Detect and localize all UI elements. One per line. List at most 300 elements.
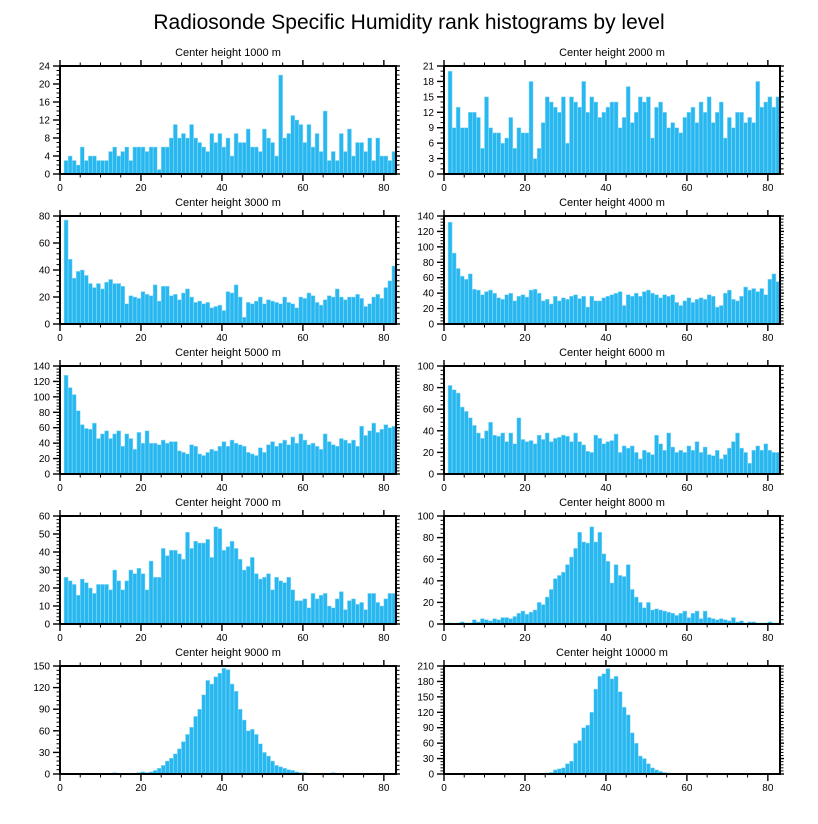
bar bbox=[287, 577, 291, 624]
bar bbox=[655, 609, 659, 624]
x-tick-label: 0 bbox=[57, 783, 63, 794]
y-tick-label: 120 bbox=[417, 226, 434, 238]
y-tick-label: 140 bbox=[33, 361, 50, 373]
bar bbox=[489, 422, 493, 474]
bar bbox=[222, 442, 226, 474]
bar bbox=[675, 452, 679, 474]
bar bbox=[646, 290, 650, 324]
bar bbox=[88, 156, 92, 174]
bar bbox=[198, 543, 202, 624]
bars-group bbox=[64, 527, 396, 624]
bar bbox=[529, 612, 533, 624]
bar bbox=[129, 439, 133, 474]
bar bbox=[683, 611, 687, 624]
bar bbox=[181, 559, 185, 624]
bar bbox=[513, 301, 517, 324]
x-tick-label: 0 bbox=[57, 183, 63, 194]
bar bbox=[238, 709, 242, 774]
bar bbox=[667, 296, 671, 324]
bar bbox=[740, 112, 744, 174]
bar bbox=[549, 589, 553, 624]
bar bbox=[137, 147, 141, 174]
bar bbox=[760, 107, 764, 174]
bar bbox=[671, 295, 675, 324]
bar bbox=[529, 441, 533, 474]
bar bbox=[663, 611, 667, 624]
bar bbox=[723, 455, 727, 474]
bar bbox=[218, 673, 222, 774]
bar bbox=[84, 161, 88, 175]
bar bbox=[549, 304, 553, 324]
bar bbox=[618, 292, 622, 324]
bar bbox=[602, 674, 606, 774]
bar bbox=[610, 295, 614, 324]
bar bbox=[622, 446, 626, 474]
bar bbox=[210, 134, 214, 175]
bar bbox=[210, 449, 214, 474]
bar bbox=[545, 597, 549, 624]
bar bbox=[634, 293, 638, 324]
bar bbox=[149, 147, 153, 174]
bar bbox=[141, 574, 145, 624]
bar bbox=[117, 581, 121, 624]
bar bbox=[242, 720, 246, 774]
bar bbox=[582, 542, 586, 624]
bars-group bbox=[109, 668, 344, 774]
bar bbox=[165, 556, 169, 624]
y-tick-label: 18 bbox=[422, 76, 434, 88]
bar bbox=[569, 296, 573, 324]
bar bbox=[626, 565, 630, 624]
bar bbox=[194, 716, 198, 774]
bar bbox=[646, 602, 650, 624]
bar bbox=[578, 741, 582, 774]
x-tick-label: 20 bbox=[135, 183, 147, 194]
bar bbox=[303, 440, 307, 474]
bar bbox=[679, 305, 683, 324]
bar bbox=[351, 599, 355, 624]
bar bbox=[578, 107, 582, 174]
bar bbox=[388, 161, 392, 175]
bar bbox=[109, 590, 113, 624]
histogram-chart bbox=[16, 60, 400, 194]
bar bbox=[275, 765, 279, 774]
bar bbox=[121, 286, 125, 324]
bar bbox=[638, 97, 642, 174]
x-tick-label: 40 bbox=[216, 333, 228, 344]
x-tick-label: 20 bbox=[519, 183, 531, 194]
bar bbox=[622, 305, 626, 324]
panels-grid bbox=[0, 46, 818, 796]
x-tick-label: 40 bbox=[600, 783, 612, 794]
y-tick-label: 50 bbox=[38, 529, 50, 541]
bar bbox=[141, 147, 145, 174]
bar bbox=[72, 161, 76, 175]
bar bbox=[388, 281, 392, 324]
bar bbox=[161, 765, 165, 774]
bar bbox=[626, 87, 630, 174]
bar bbox=[557, 301, 561, 324]
y-tick-label: 100 bbox=[33, 392, 50, 404]
histogram-panel-8 bbox=[400, 496, 784, 646]
bar bbox=[347, 443, 351, 474]
bar bbox=[748, 290, 752, 324]
bar bbox=[181, 293, 185, 324]
bar bbox=[594, 542, 598, 624]
bar bbox=[655, 435, 659, 474]
bars-group bbox=[448, 71, 780, 174]
bar bbox=[480, 148, 484, 174]
bar bbox=[719, 102, 723, 174]
bar bbox=[109, 152, 113, 175]
bar bbox=[614, 293, 618, 324]
bar bbox=[234, 691, 238, 774]
bar bbox=[105, 584, 109, 624]
bar bbox=[553, 438, 557, 474]
y-tick-label: 20 bbox=[422, 597, 434, 609]
x-tick-label: 0 bbox=[441, 333, 447, 344]
bar bbox=[266, 574, 270, 624]
bar bbox=[327, 296, 331, 324]
bar bbox=[448, 222, 452, 324]
bar bbox=[202, 455, 206, 474]
bar bbox=[129, 296, 133, 324]
bar bbox=[335, 446, 339, 474]
bar bbox=[319, 595, 323, 624]
y-tick-label: 60 bbox=[38, 511, 50, 523]
bar bbox=[214, 451, 218, 474]
x-tick-label: 60 bbox=[297, 483, 309, 494]
bar bbox=[715, 112, 719, 174]
bar bbox=[222, 550, 226, 624]
bar bbox=[468, 112, 472, 174]
bar bbox=[364, 306, 368, 324]
bar bbox=[671, 123, 675, 174]
bar bbox=[626, 295, 630, 324]
bar bbox=[250, 454, 254, 474]
bar bbox=[226, 547, 230, 624]
bar bbox=[64, 161, 68, 175]
bar bbox=[384, 288, 388, 324]
bar bbox=[68, 581, 72, 624]
x-tick-label: 0 bbox=[57, 633, 63, 644]
x-tick-label: 80 bbox=[378, 333, 390, 344]
bar bbox=[517, 128, 521, 174]
bar bbox=[258, 448, 262, 474]
y-tick-label: 16 bbox=[38, 97, 50, 109]
bar bbox=[356, 446, 360, 474]
bar bbox=[266, 445, 270, 474]
bar bbox=[687, 112, 691, 174]
bar bbox=[691, 107, 695, 174]
bar bbox=[275, 156, 279, 174]
y-tick-label: 3 bbox=[428, 154, 434, 166]
y-tick-label: 12 bbox=[422, 107, 434, 119]
x-tick-label: 20 bbox=[519, 633, 531, 644]
bar bbox=[145, 431, 149, 474]
bar bbox=[153, 577, 157, 624]
bar bbox=[279, 443, 283, 474]
bar bbox=[594, 689, 598, 774]
bar bbox=[230, 440, 234, 474]
bar bbox=[88, 588, 92, 624]
bar bbox=[351, 297, 355, 324]
bar bbox=[687, 298, 691, 324]
bar bbox=[299, 297, 303, 324]
bar bbox=[679, 133, 683, 174]
bar bbox=[100, 289, 104, 324]
bar bbox=[169, 550, 173, 624]
bar bbox=[537, 602, 541, 624]
bar bbox=[335, 289, 339, 324]
y-tick-label: 40 bbox=[422, 288, 434, 300]
y-tick-label: 150 bbox=[417, 692, 434, 704]
bar bbox=[537, 435, 541, 474]
bar bbox=[202, 304, 206, 324]
bar bbox=[185, 138, 189, 174]
bar bbox=[88, 284, 92, 325]
bar bbox=[141, 443, 145, 474]
bar bbox=[343, 152, 347, 175]
bar bbox=[64, 220, 68, 324]
bar bbox=[517, 418, 521, 474]
panel-title: Center height 10000 m bbox=[556, 647, 668, 659]
bar bbox=[727, 290, 731, 324]
bar bbox=[476, 117, 480, 174]
bar bbox=[161, 548, 165, 624]
bar bbox=[731, 128, 735, 174]
bar bbox=[452, 128, 456, 174]
x-tick-label: 0 bbox=[441, 483, 447, 494]
bar bbox=[663, 450, 667, 474]
bar bbox=[606, 561, 610, 624]
bar bbox=[291, 590, 295, 624]
bar bbox=[96, 439, 100, 474]
bar bbox=[565, 436, 569, 474]
bar bbox=[460, 128, 464, 174]
bar bbox=[311, 593, 315, 624]
bar bbox=[594, 102, 598, 174]
bar bbox=[299, 125, 303, 175]
bar bbox=[347, 297, 351, 324]
panel-title: Center height 2000 m bbox=[559, 47, 665, 59]
bar bbox=[210, 308, 214, 324]
bar bbox=[671, 447, 675, 474]
bar bbox=[173, 442, 177, 474]
bar bbox=[335, 161, 339, 175]
bar bbox=[271, 590, 275, 624]
bar bbox=[695, 299, 699, 324]
bar bbox=[76, 595, 80, 624]
bar bbox=[659, 298, 663, 324]
bar bbox=[161, 147, 165, 174]
bar bbox=[169, 758, 173, 774]
bar bbox=[76, 411, 80, 474]
bar bbox=[525, 297, 529, 324]
bar bbox=[198, 143, 202, 175]
bar bbox=[574, 295, 578, 324]
y-tick-label: 60 bbox=[422, 554, 434, 566]
bar bbox=[250, 557, 254, 624]
bar bbox=[561, 298, 565, 324]
histogram-chart bbox=[400, 660, 784, 794]
bar bbox=[364, 435, 368, 474]
histogram-chart bbox=[16, 360, 400, 494]
bar bbox=[683, 117, 687, 174]
bar bbox=[275, 302, 279, 324]
bar bbox=[258, 152, 262, 175]
bar bbox=[545, 433, 549, 474]
bar bbox=[169, 442, 173, 474]
x-tick-label: 80 bbox=[762, 183, 774, 194]
bar bbox=[569, 557, 573, 624]
bar bbox=[291, 304, 295, 324]
bar bbox=[497, 133, 501, 174]
panel-title: Center height 4000 m bbox=[559, 197, 665, 209]
bar bbox=[679, 613, 683, 624]
bar bbox=[703, 447, 707, 474]
bar bbox=[165, 147, 169, 174]
bar bbox=[380, 298, 384, 324]
bar bbox=[376, 602, 380, 624]
bar bbox=[218, 446, 222, 474]
bar bbox=[541, 439, 545, 474]
bar bbox=[360, 298, 364, 324]
bar bbox=[323, 111, 327, 174]
bar bbox=[157, 577, 161, 624]
bar bbox=[323, 300, 327, 324]
bar bbox=[638, 459, 642, 474]
bar bbox=[145, 294, 149, 324]
y-tick-label: 0 bbox=[44, 769, 50, 781]
bar bbox=[194, 541, 198, 624]
bar bbox=[699, 298, 703, 324]
bar bbox=[202, 695, 206, 774]
x-tick-label: 0 bbox=[57, 333, 63, 344]
x-tick-label: 40 bbox=[216, 633, 228, 644]
y-tick-label: 4 bbox=[44, 151, 50, 163]
bar bbox=[667, 612, 671, 624]
bar bbox=[368, 138, 372, 174]
bar bbox=[226, 670, 230, 774]
bar bbox=[121, 590, 125, 624]
bar bbox=[105, 161, 109, 175]
bar bbox=[541, 605, 545, 624]
bar bbox=[646, 97, 650, 174]
bar bbox=[165, 761, 169, 774]
bar bbox=[574, 433, 578, 474]
bar bbox=[339, 439, 343, 474]
bar bbox=[234, 548, 238, 624]
y-tick-label: 80 bbox=[38, 407, 50, 419]
x-tick-label: 80 bbox=[378, 633, 390, 644]
bar bbox=[731, 442, 735, 474]
bar bbox=[614, 102, 618, 174]
bar bbox=[76, 271, 80, 324]
bar bbox=[533, 289, 537, 324]
bar bbox=[586, 543, 590, 624]
bar bbox=[376, 138, 380, 174]
bar bbox=[618, 692, 622, 774]
bar bbox=[185, 532, 189, 624]
bar bbox=[299, 434, 303, 474]
bar bbox=[319, 305, 323, 324]
bar bbox=[715, 307, 719, 324]
bar bbox=[472, 289, 476, 324]
bar bbox=[618, 128, 622, 174]
bar bbox=[315, 446, 319, 474]
bar bbox=[638, 602, 642, 624]
bar bbox=[380, 429, 384, 474]
bar bbox=[262, 752, 266, 774]
bar bbox=[679, 450, 683, 474]
y-tick-label: 0 bbox=[44, 169, 50, 181]
bar bbox=[84, 275, 88, 324]
bar bbox=[80, 270, 84, 324]
bar bbox=[145, 590, 149, 624]
bar bbox=[480, 295, 484, 324]
x-tick-label: 80 bbox=[762, 483, 774, 494]
bar bbox=[230, 541, 234, 624]
bar bbox=[295, 308, 299, 324]
bar bbox=[752, 289, 756, 324]
bar bbox=[153, 285, 157, 324]
bar bbox=[339, 592, 343, 624]
bar bbox=[351, 156, 355, 174]
bar bbox=[618, 452, 622, 474]
bar bbox=[246, 129, 250, 174]
bar bbox=[113, 434, 117, 474]
histogram-chart bbox=[16, 660, 400, 794]
bar bbox=[262, 129, 266, 174]
bar bbox=[226, 138, 230, 174]
bar bbox=[356, 604, 360, 624]
x-tick-label: 60 bbox=[681, 183, 693, 194]
bar bbox=[513, 148, 517, 174]
bar bbox=[303, 298, 307, 324]
y-tick-label: 9 bbox=[428, 123, 434, 135]
bar bbox=[634, 597, 638, 624]
x-tick-label: 40 bbox=[216, 783, 228, 794]
bar bbox=[574, 548, 578, 624]
bar bbox=[768, 450, 772, 474]
bar bbox=[501, 299, 505, 324]
bar bbox=[505, 138, 509, 174]
bar bbox=[137, 298, 141, 324]
bar bbox=[68, 259, 72, 324]
bar bbox=[574, 743, 578, 774]
bars-group bbox=[448, 385, 780, 474]
bar bbox=[598, 438, 602, 474]
bar bbox=[190, 548, 194, 624]
bar bbox=[711, 123, 715, 174]
bar bbox=[279, 304, 283, 324]
bar bbox=[561, 97, 565, 174]
bar bbox=[634, 112, 638, 174]
bar bbox=[177, 138, 181, 174]
bar bbox=[279, 581, 283, 624]
bar bbox=[266, 756, 270, 774]
bar bbox=[744, 452, 748, 474]
bar bbox=[214, 143, 218, 175]
bar bbox=[323, 593, 327, 624]
bar bbox=[707, 295, 711, 324]
bar bbox=[202, 147, 206, 174]
bar bbox=[642, 292, 646, 324]
bar bbox=[586, 725, 590, 774]
bar bbox=[230, 156, 234, 174]
bar bbox=[517, 613, 521, 624]
